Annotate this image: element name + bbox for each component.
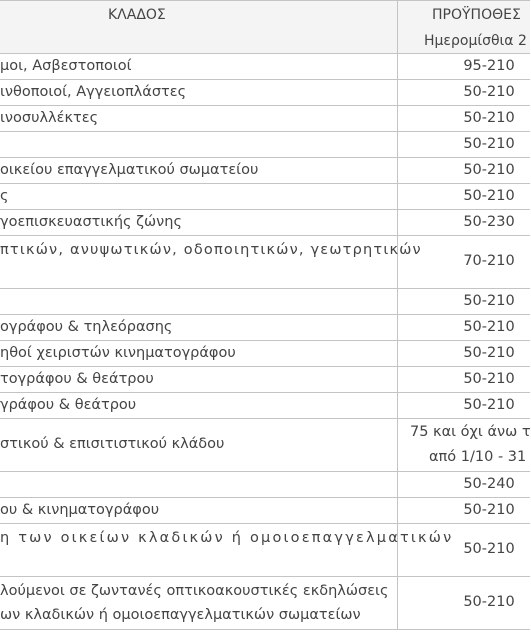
wage-range: 50-210 (463, 541, 515, 557)
table-row (0, 419, 530, 472)
table-row (0, 577, 530, 630)
table-row (0, 367, 530, 393)
table-row (0, 472, 530, 498)
sector-name: γοεπισκευαστικής ζώνης (0, 214, 182, 230)
wage-range: 50-210 (463, 110, 515, 126)
table-row (0, 210, 530, 236)
sector-name: ινοσυλλέκτες (0, 110, 99, 126)
sector-name: στικού & επισιτιστικού κλάδου (0, 436, 225, 452)
sector-name: γράφου & θεάτρου (0, 397, 137, 413)
header-sector-cell (0, 1, 398, 53)
sector-name: η των οικείων κλαδικών ή ομοιοεπαγγελματικών (0, 530, 454, 546)
wage-range: 50-210 (463, 594, 515, 610)
table-row (0, 184, 530, 210)
sector-name: μοι, Ασβεστοποιοί (0, 58, 132, 74)
table-row (0, 80, 530, 106)
wage-range: 70-210 (463, 253, 515, 269)
table-row (0, 54, 530, 80)
wage-range: 50-240 (463, 476, 515, 492)
table-row (0, 132, 530, 158)
sector-name: τογράφου & θεάτρου (0, 371, 154, 387)
table-row (0, 289, 530, 315)
table-row (0, 498, 530, 524)
header-requirements-cell (398, 1, 530, 53)
sector-name: ου & κινηματογράφου (0, 502, 160, 518)
sector-name: λούμενοι σε ζωντανές οπτικοακουστικές εκδηλώσεις (0, 583, 389, 599)
wage-period: από 1/10 - 31 (429, 449, 527, 465)
wage-range: 50-210 (463, 319, 515, 335)
sector-name: ηθοί χειριστών κινηματογράφου (0, 345, 236, 361)
sector-name: ς (0, 188, 9, 204)
sector-name: οικείου επαγγελματικού σωματείου (0, 162, 259, 178)
wage-range: 50-210 (463, 84, 515, 100)
table-row (0, 393, 530, 419)
wage-range: 50-210 (463, 293, 515, 309)
wage-range: 50-210 (463, 162, 515, 178)
sector-name: πτικών, ανυψωτικών, οδοποιητικών, γεωτρητικών (0, 242, 422, 258)
sector-name: ινθοποιοί, Αγγειοπλάστες (0, 84, 187, 100)
sector-name-continued: ων κλαδικών ή ομοιοεπαγγελματικών σωματείων (0, 607, 361, 623)
table-row (0, 524, 530, 577)
table-header-row (0, 1, 530, 54)
wage-condition: 75 και όχι άνω τ (410, 424, 531, 440)
wage-range: 50-210 (463, 371, 515, 387)
wage-range: 50-210 (463, 136, 515, 152)
table-row (0, 106, 530, 132)
table-row (0, 315, 530, 341)
table-row (0, 158, 530, 184)
sector-name: ογράφου & τηλεόρασης (0, 319, 173, 335)
wage-range: 50-210 (463, 188, 515, 204)
header-sector-label: ΚΛΑΔΟΣ (108, 7, 166, 23)
header-requirements-label: ΠΡΟΫΠΟΘΕΣ (432, 7, 521, 23)
table-row (0, 341, 530, 367)
wage-range: 50-210 (463, 502, 515, 518)
wage-range: 50-210 (463, 397, 515, 413)
table-row (0, 236, 530, 289)
wage-range: 50-210 (463, 345, 515, 361)
header-wages-label: Ημερομίσθια 2 (424, 33, 527, 49)
wage-range: 50-230 (463, 214, 515, 230)
wage-range: 95-210 (463, 58, 515, 74)
